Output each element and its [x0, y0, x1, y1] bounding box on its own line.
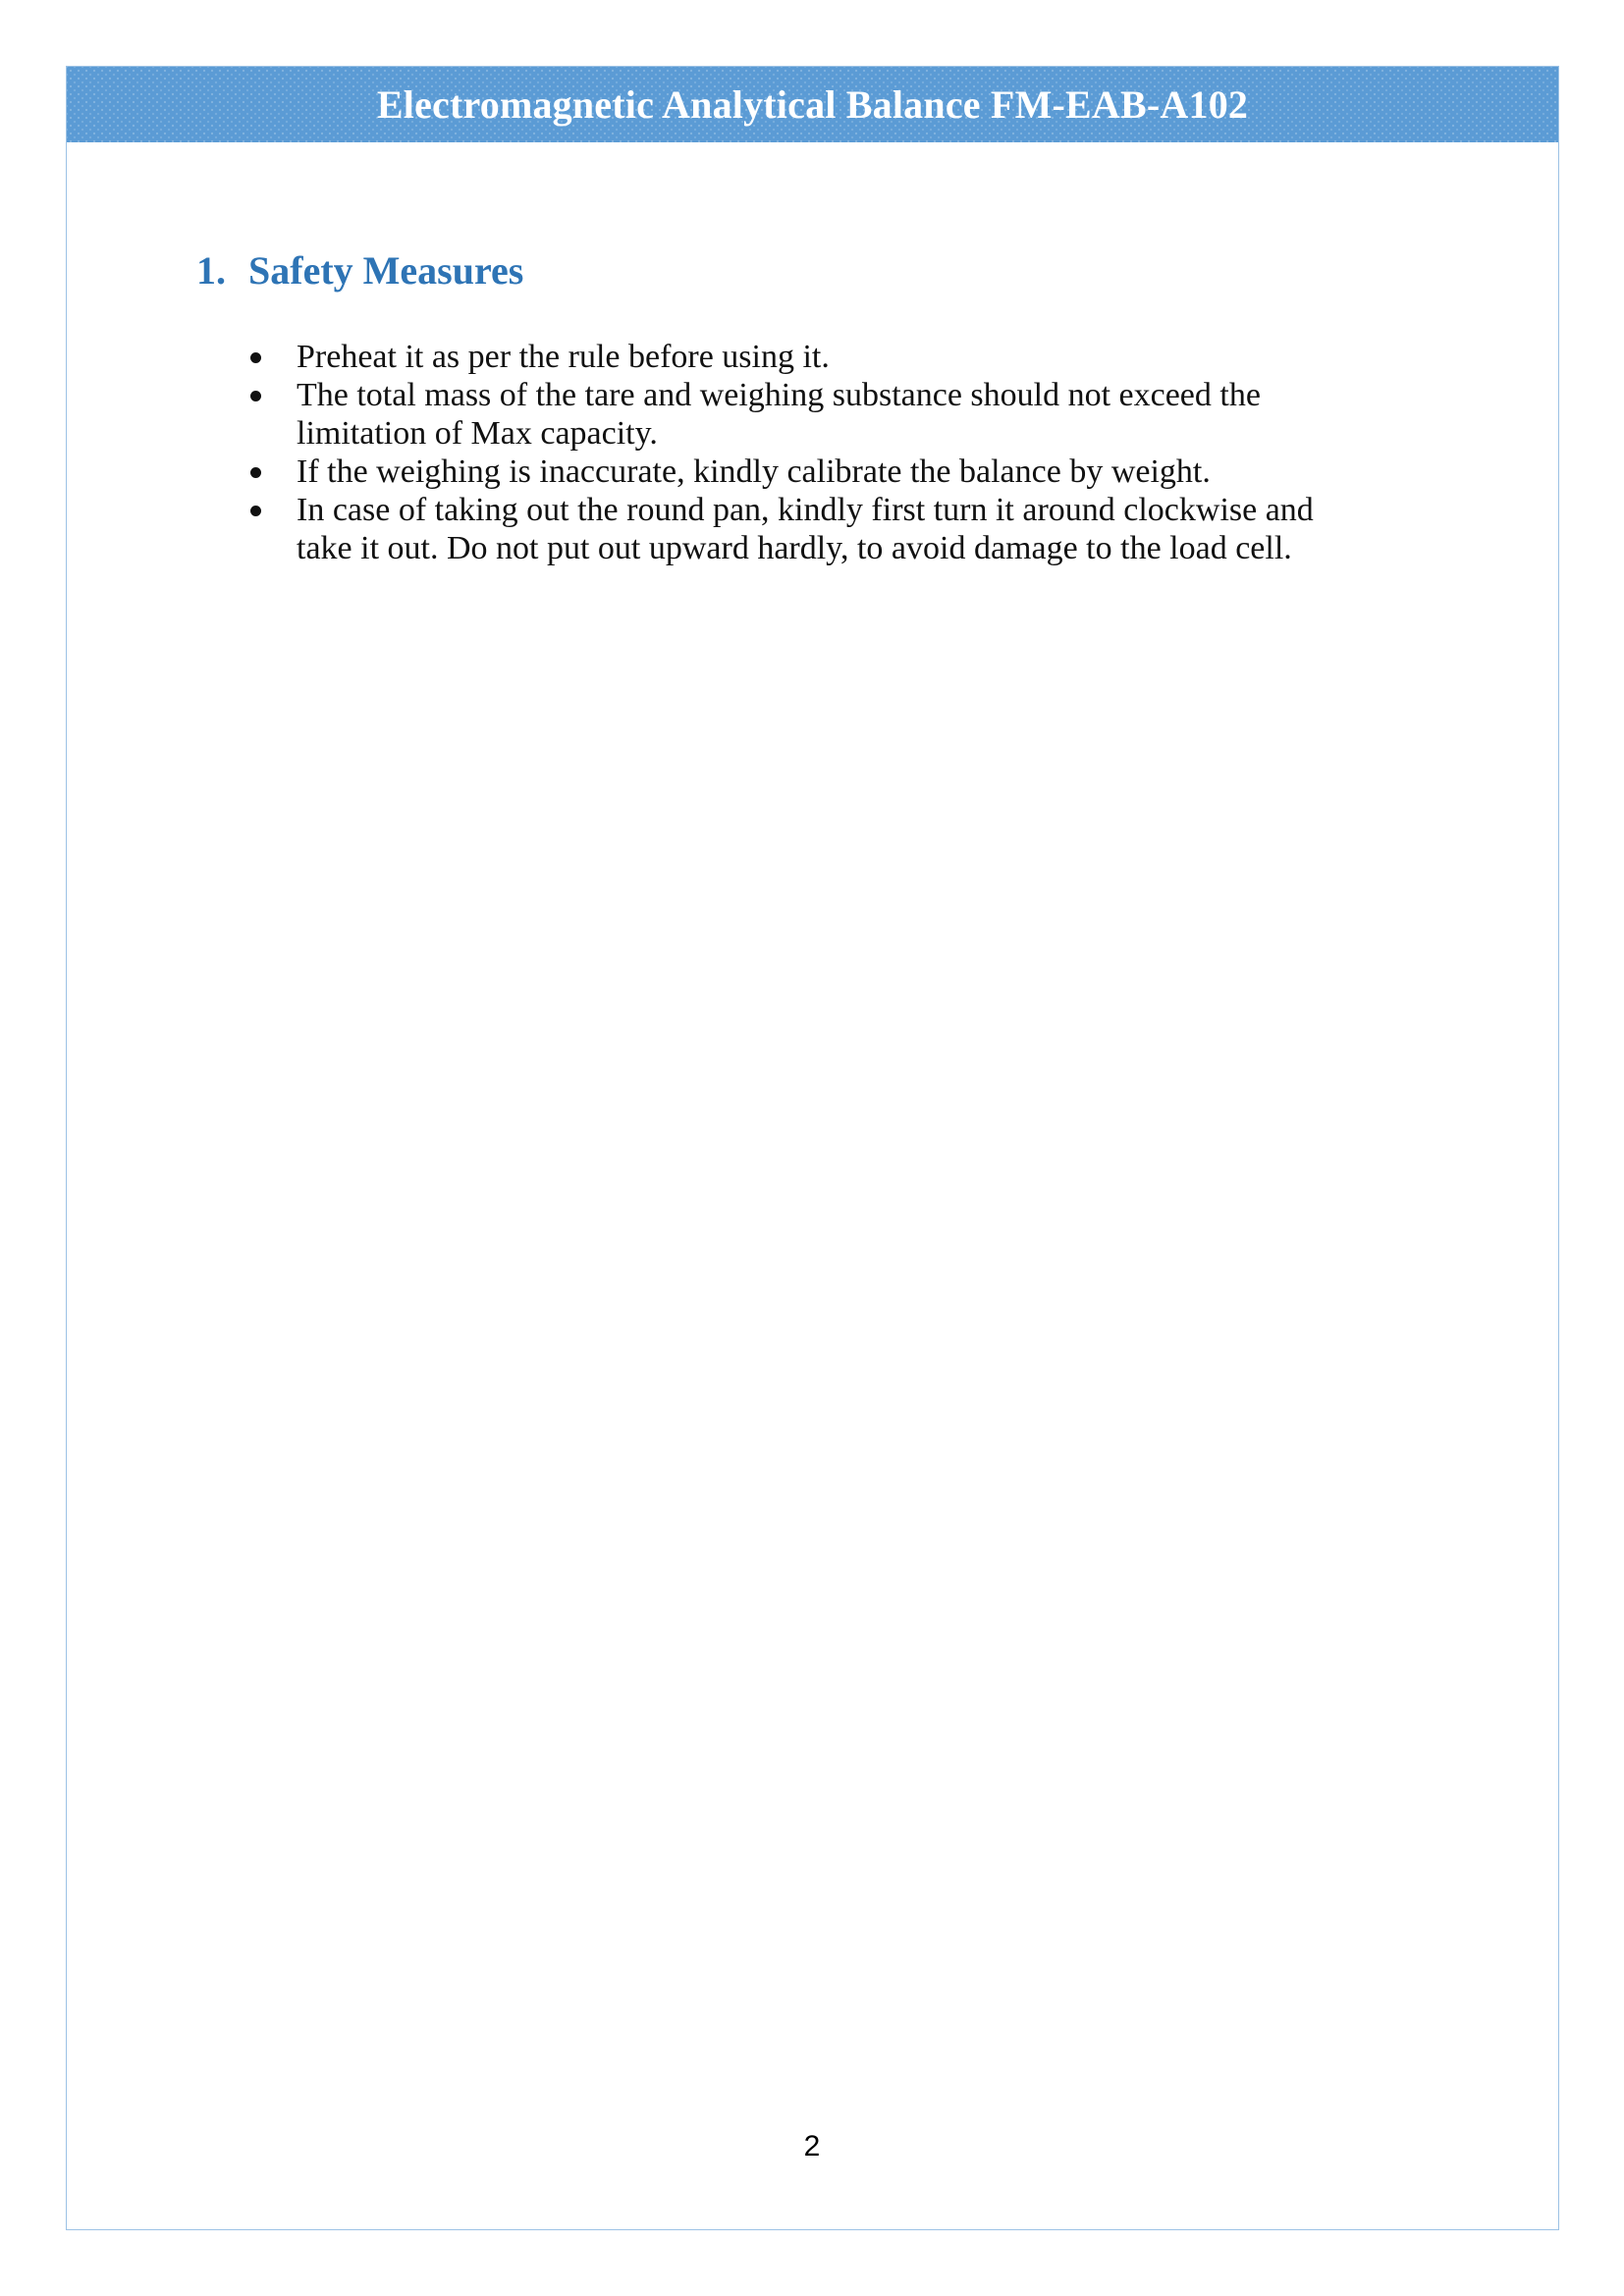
section-heading — [196, 248, 524, 293]
section-title: Safety Measures — [248, 248, 524, 293]
bullet-text: In case of taking out the round pan, kindly first turn it around clockwise and take it out. Do not put out upward hardly, to avoid damage to the load cell. — [297, 492, 1314, 566]
bullet-text: If the weighing is inaccurate, kindly calibrate the balance by weight. — [297, 454, 1211, 490]
safety-bullet-list — [248, 338, 1354, 567]
list-item — [248, 453, 1354, 491]
bullet-text: Preheat it as per the rule before using it. — [297, 339, 830, 375]
bullet-icon — [250, 391, 261, 401]
document-title: Electromagnetic Analytical Balance FM-EAB-A102 — [376, 82, 1249, 127]
bullet-icon — [250, 467, 261, 478]
list-item — [248, 338, 1354, 376]
list-item — [248, 491, 1354, 567]
page-number: 2 — [803, 2130, 821, 2163]
list-item — [248, 376, 1354, 453]
document-header — [67, 67, 1558, 142]
bullet-icon — [250, 352, 261, 363]
bullet-icon — [250, 506, 261, 516]
bullet-text: The total mass of the tare and weighing substance should not exceed the limitation of Max capacity. — [297, 377, 1261, 452]
section-number: 1. — [196, 248, 226, 293]
